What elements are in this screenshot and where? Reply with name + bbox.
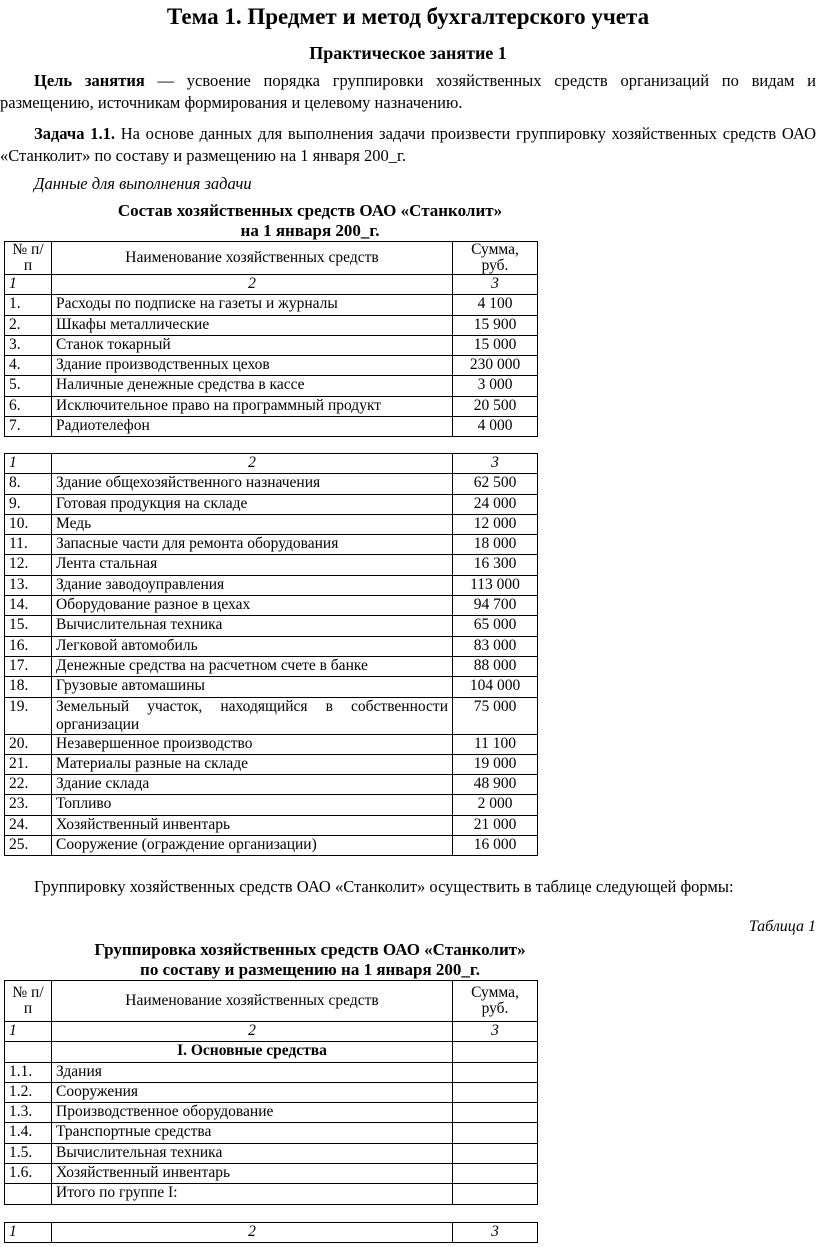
group-num-cell	[5, 1042, 52, 1062]
row-number: 3.	[5, 335, 52, 355]
row-sum	[453, 1103, 538, 1123]
table-row	[5, 815, 538, 835]
table-row	[5, 315, 538, 335]
row-name: Земельный участок, находящийся в собственности организации	[52, 697, 453, 734]
row-name: Медь	[52, 514, 453, 534]
row-sum: 2 000	[453, 795, 538, 815]
table-row	[5, 1164, 538, 1184]
row-name: Материалы разные на складе	[52, 754, 453, 774]
table2-caption-line2: по составу и размещению на 1 января 200_г.	[140, 960, 480, 979]
row-sum: 83 000	[453, 636, 538, 656]
header-sum: Сумма, руб.	[453, 242, 538, 275]
table-row	[5, 555, 538, 575]
row-name: Наличные денежные средства в кассе	[52, 376, 453, 396]
goal-text: — усвоение порядка группировки хозяйственных средств организаций по видам и размещению, источникам формирования и целевому назначению.	[0, 71, 816, 112]
row-sum: 88 000	[453, 656, 538, 676]
row-name: Грузовые автомашины	[52, 677, 453, 697]
colnum-row	[5, 454, 538, 474]
table-row	[5, 754, 538, 774]
row-name: Незавершенное производство	[52, 734, 453, 754]
row-name: Здание заводоуправления	[52, 575, 453, 595]
row-number: 5.	[5, 376, 52, 396]
row-number: 1.3.	[5, 1103, 52, 1123]
row-number: 24.	[5, 815, 52, 835]
row-name: Вычислительная техника	[52, 1143, 453, 1163]
row-name: Сооружение (ограждение организации)	[52, 836, 453, 856]
table-header-row	[5, 981, 538, 1022]
task-label: Задача 1.1.	[34, 124, 115, 143]
table-row	[5, 697, 538, 734]
header-name: Наименование хозяйственных средств	[52, 981, 453, 1022]
colnum-3: 3	[453, 1223, 538, 1243]
table-row	[5, 1184, 538, 1204]
row-name: Радиотелефон	[52, 417, 453, 437]
table1-part-b	[4, 453, 538, 856]
table2-caption-line1: Группировка хозяйственных средств ОАО «Станколит»	[94, 940, 526, 959]
row-name: Оборудование разное в цехах	[52, 596, 453, 616]
table-row	[5, 836, 538, 856]
colnum-row	[5, 275, 538, 295]
row-name: Исключительное право на программный продукт	[52, 396, 453, 416]
goal-label: Цель занятия	[34, 71, 145, 90]
row-sum	[453, 1184, 538, 1204]
table-row	[5, 775, 538, 795]
row-name: Запасные части для ремонта оборудования	[52, 535, 453, 555]
row-number: 12.	[5, 555, 52, 575]
table-row	[5, 417, 538, 437]
row-name: Хозяйственный инвентарь	[52, 1164, 453, 1184]
row-name: Денежные средства на расчетном счете в банке	[52, 656, 453, 676]
row-number: 1.4.	[5, 1123, 52, 1143]
row-number: 6.	[5, 396, 52, 416]
group-sum-cell	[453, 1042, 538, 1062]
row-number: 9.	[5, 494, 52, 514]
row-sum	[453, 1123, 538, 1143]
row-number: 17.	[5, 656, 52, 676]
row-name: Легковой автомобиль	[52, 636, 453, 656]
table-row	[5, 474, 538, 494]
row-sum: 24 000	[453, 494, 538, 514]
goal-paragraph	[0, 70, 816, 114]
row-sum: 12 000	[453, 514, 538, 534]
row-sum: 3 000	[453, 376, 538, 396]
row-number: 7.	[5, 417, 52, 437]
table-row	[5, 656, 538, 676]
row-number: 8.	[5, 474, 52, 494]
row-name: Здания	[52, 1062, 453, 1082]
row-name: Производственное оборудование	[52, 1103, 453, 1123]
row-sum: 15 900	[453, 315, 538, 335]
colnum-1: 1	[5, 1022, 52, 1042]
row-number: 19.	[5, 697, 52, 734]
row-name: Лента стальная	[52, 555, 453, 575]
table-row	[5, 514, 538, 534]
grouping-paragraph	[0, 876, 816, 898]
grouping-text: Группировку хозяйственных средств ОАО «Станколит» осуществить в таблице следующей формы:	[34, 877, 734, 896]
colnum-2: 2	[52, 454, 453, 474]
row-sum	[453, 1164, 538, 1184]
table-row	[5, 1103, 538, 1123]
table-row	[5, 734, 538, 754]
row-name: Транспортные средства	[52, 1123, 453, 1143]
row-number: 2.	[5, 315, 52, 335]
table2-continuation	[4, 1222, 538, 1243]
colnum-row	[5, 1022, 538, 1042]
row-name: Здание производственных цехов	[52, 356, 453, 376]
row-name: Расходы по подписке на газеты и журналы	[52, 295, 453, 315]
row-sum: 65 000	[453, 616, 538, 636]
row-name: Топливо	[52, 795, 453, 815]
colnum-2: 2	[52, 275, 453, 295]
table1-caption-line2: на 1 января 200_г.	[240, 221, 380, 240]
row-sum: 16 300	[453, 555, 538, 575]
header-name: Наименование хозяйственных средств	[52, 242, 453, 275]
colnum-1: 1	[5, 1223, 52, 1243]
table1-caption-line1: Состав хозяйственных средств ОАО «Станколит»	[117, 201, 503, 220]
row-number: 20.	[5, 734, 52, 754]
row-number: 1.	[5, 295, 52, 315]
row-sum: 113 000	[453, 575, 538, 595]
row-sum	[453, 1082, 538, 1102]
table-row	[5, 596, 538, 616]
group-row	[5, 1042, 538, 1062]
row-name: Вычислительная техника	[52, 616, 453, 636]
row-sum: 62 500	[453, 474, 538, 494]
colnum-3: 3	[453, 275, 538, 295]
colnum-1: 1	[5, 275, 52, 295]
row-number: 16.	[5, 636, 52, 656]
row-number: 11.	[5, 535, 52, 555]
colnum-1: 1	[5, 454, 52, 474]
table2-caption	[0, 940, 620, 980]
row-number: 18.	[5, 677, 52, 697]
row-number: 1.1.	[5, 1062, 52, 1082]
row-sum: 230 000	[453, 356, 538, 376]
row-number: 15.	[5, 616, 52, 636]
table-row	[5, 396, 538, 416]
row-number: 1.5.	[5, 1143, 52, 1163]
table-row	[5, 1143, 538, 1163]
table-row	[5, 1082, 538, 1102]
table-row	[5, 295, 538, 315]
row-name: Сооружения	[52, 1082, 453, 1102]
row-sum: 16 000	[453, 836, 538, 856]
row-sum: 4 100	[453, 295, 538, 315]
row-sum: 21 000	[453, 815, 538, 835]
row-sum: 18 000	[453, 535, 538, 555]
row-sum	[453, 1062, 538, 1082]
table-row	[5, 1062, 538, 1082]
row-name: Итого по группе I:	[52, 1184, 453, 1204]
table1-part-a	[4, 241, 538, 437]
row-sum: 94 700	[453, 596, 538, 616]
row-number: 14.	[5, 596, 52, 616]
table-row	[5, 535, 538, 555]
task-text: На основе данных для выполнения задачи произвести группировку хозяйственных средств ОАО «Станколит» по составу и размещению на 1 января 200_г.	[0, 124, 816, 165]
table2	[4, 980, 538, 1205]
table-row	[5, 376, 538, 396]
table-row	[5, 616, 538, 636]
row-name: Готовая продукция на складе	[52, 494, 453, 514]
table-row	[5, 356, 538, 376]
table1-caption	[0, 201, 620, 241]
row-number: 21.	[5, 754, 52, 774]
row-number	[5, 1184, 52, 1204]
table-note: Таблица 1	[748, 918, 816, 935]
table-row	[5, 1123, 538, 1143]
row-sum: 19 000	[453, 754, 538, 774]
row-number: 13.	[5, 575, 52, 595]
table-row	[5, 494, 538, 514]
page-title: Тема 1. Предмет и метод бухгалтерского учета	[166, 4, 650, 29]
row-sum: 4 000	[453, 417, 538, 437]
colnum-2: 2	[52, 1223, 453, 1243]
row-name: Здание общехозяйственного назначения	[52, 474, 453, 494]
colnum-3: 3	[453, 454, 538, 474]
row-number: 4.	[5, 356, 52, 376]
row-sum: 11 100	[453, 734, 538, 754]
task-paragraph	[0, 123, 816, 167]
table-row	[5, 575, 538, 595]
table-header-row	[5, 242, 538, 275]
header-num: № п/п	[5, 242, 52, 275]
table-row	[5, 795, 538, 815]
row-number: 22.	[5, 775, 52, 795]
table-row	[5, 636, 538, 656]
colnum-3: 3	[453, 1022, 538, 1042]
row-name: Шкафы металлические	[52, 315, 453, 335]
row-sum	[453, 1143, 538, 1163]
header-num: № п/п	[5, 981, 52, 1022]
data-label-text: Данные для выполнения задачи	[34, 174, 252, 193]
row-name: Здание склада	[52, 775, 453, 795]
row-sum: 48 900	[453, 775, 538, 795]
row-number: 25.	[5, 836, 52, 856]
row-number: 10.	[5, 514, 52, 534]
colnum-2: 2	[52, 1022, 453, 1042]
row-name: Хозяйственный инвентарь	[52, 815, 453, 835]
row-sum: 15 000	[453, 335, 538, 355]
table-row	[5, 677, 538, 697]
table-row	[5, 335, 538, 355]
row-number: 1.6.	[5, 1164, 52, 1184]
row-sum: 104 000	[453, 677, 538, 697]
row-number: 23.	[5, 795, 52, 815]
row-number: 1.2.	[5, 1082, 52, 1102]
header-sum: Сумма, руб.	[453, 981, 538, 1022]
group-title: I. Основные средства	[52, 1042, 453, 1062]
lesson-subtitle: Практическое занятие 1	[309, 43, 507, 63]
data-label	[0, 173, 816, 195]
colnum-row	[5, 1223, 538, 1243]
row-sum: 75 000	[453, 697, 538, 734]
row-sum: 20 500	[453, 396, 538, 416]
row-name: Станок токарный	[52, 335, 453, 355]
